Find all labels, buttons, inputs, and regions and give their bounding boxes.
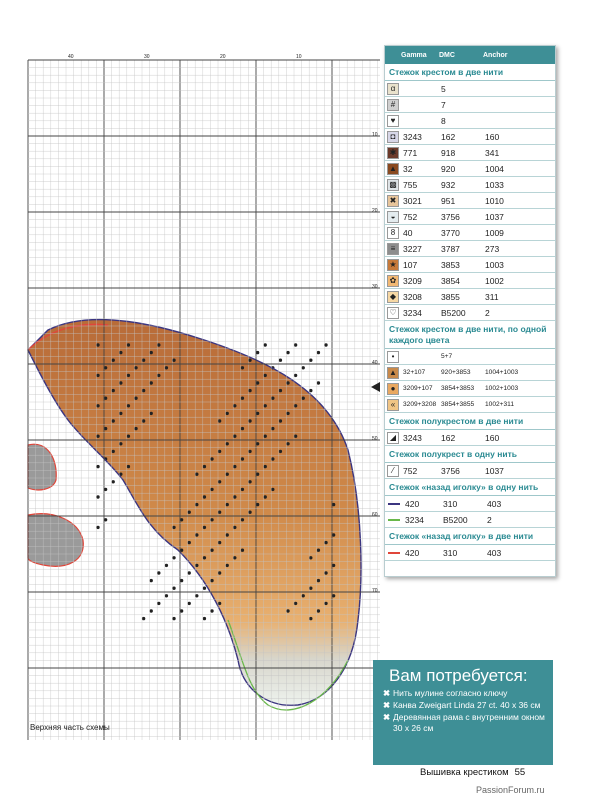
stitch-symbol <box>309 617 312 620</box>
legend-row <box>385 397 555 413</box>
stitch-symbol <box>203 465 206 468</box>
stitch-symbol <box>142 389 145 392</box>
stitch-symbol <box>172 617 175 620</box>
stitch-symbol <box>210 488 213 491</box>
stitch-symbol <box>294 435 297 438</box>
legend-gamma: 420 <box>405 498 420 509</box>
legend-dmc: 7 <box>441 99 446 110</box>
stitch-symbol <box>248 389 251 392</box>
stitch-symbol <box>218 541 221 544</box>
right-axis-label: 50 <box>372 436 378 442</box>
thread-symbol-icon: ✱ <box>387 147 399 159</box>
stitch-symbol <box>264 465 267 468</box>
legend-row <box>385 496 555 512</box>
stitch-symbol <box>324 571 327 574</box>
stitch-symbol <box>271 397 274 400</box>
stitch-symbol <box>188 602 191 605</box>
center-marker-arrow-icon <box>371 382 380 392</box>
stitch-symbol <box>203 587 206 590</box>
legend-gamma: 32+107 <box>403 369 426 376</box>
legend-dmc: 3853 <box>441 259 460 270</box>
stitch-symbol <box>241 427 244 430</box>
stitch-symbol <box>142 617 145 620</box>
stitch-symbol <box>203 556 206 559</box>
stitch-symbol <box>134 397 137 400</box>
legend-anchor: 1002+1003 <box>485 385 519 392</box>
legend-dmc: B5200 <box>441 307 466 318</box>
rows-cross-two-threads <box>385 81 555 321</box>
stitch-symbol <box>165 564 168 567</box>
materials-title: Вам потребуется: <box>389 666 528 685</box>
legend-gamma: 3209 <box>403 275 422 286</box>
backstitch-line-icon <box>387 547 401 559</box>
stitch-symbol <box>241 366 244 369</box>
legend-anchor: 403 <box>487 547 502 558</box>
stitch-symbol <box>203 526 206 529</box>
stitch-symbol <box>112 359 115 362</box>
stitch-symbol <box>142 419 145 422</box>
stitch-symbol <box>294 374 297 377</box>
thread-symbol-icon: ◘ <box>387 131 399 143</box>
stitch-symbol <box>271 427 274 430</box>
legend-anchor: 2 <box>485 307 490 318</box>
materials-item: ✖ Нить мулине согласно ключу <box>383 688 508 698</box>
right-axis-label: 40 <box>372 360 378 366</box>
legend-row <box>385 545 555 561</box>
section-backstitch-one: Стежок «назад иголку» в одну нить <box>385 479 555 496</box>
stitch-symbol <box>302 594 305 597</box>
right-axis-label: 10 <box>372 132 378 138</box>
legend-dmc: 162 <box>441 432 456 443</box>
stitch-symbol <box>127 404 130 407</box>
legend-header <box>385 46 555 64</box>
stitch-symbol <box>279 389 282 392</box>
legend-row <box>385 241 555 257</box>
stitch-symbol <box>119 381 122 384</box>
stitch-symbol <box>218 571 221 574</box>
stitch-symbol <box>112 450 115 453</box>
stitch-symbol <box>279 359 282 362</box>
legend-anchor: 1037 <box>485 211 504 222</box>
right-axis-label: 20 <box>372 208 378 214</box>
legend-dmc: 3854+3855 <box>441 401 475 408</box>
legend-dmc: B5200 <box>443 514 468 525</box>
stitch-symbol <box>324 541 327 544</box>
legend-gamma: 3234 <box>403 307 422 318</box>
stitch-symbol <box>188 511 191 514</box>
stitch-symbol <box>157 602 160 605</box>
header-anchor: Anchor <box>483 51 508 59</box>
thread-symbol-icon: ≡ <box>387 243 399 255</box>
legend-dmc: 3787 <box>441 243 460 254</box>
stitch-symbol <box>309 556 312 559</box>
stitch-symbol <box>241 549 244 552</box>
section-half-cross-two: Стежок полукрестом в две нити <box>385 413 555 430</box>
legend-row <box>385 177 555 193</box>
legend-anchor: 1010 <box>485 195 504 206</box>
chart-caption: Верхняя часть схемы <box>30 723 110 732</box>
legend-anchor: 341 <box>485 147 500 158</box>
stitch-symbol <box>127 374 130 377</box>
thread-symbol-icon: • <box>387 351 399 363</box>
legend-anchor: 273 <box>485 243 500 254</box>
stitch-symbol <box>264 404 267 407</box>
legend-gamma: 3234 <box>405 514 424 525</box>
legend-anchor: 1002 <box>485 275 504 286</box>
legend-anchor: 1003 <box>485 259 504 270</box>
legend-gamma: 420 <box>405 547 420 558</box>
stitch-symbol <box>294 602 297 605</box>
rows-backstitch-two <box>385 545 555 561</box>
legend-dmc: 3756 <box>441 465 460 476</box>
stitch-symbol <box>286 609 289 612</box>
stitch-symbol <box>188 571 191 574</box>
stitch-symbol <box>150 351 153 354</box>
thread-symbol-icon: ✖ <box>387 195 399 207</box>
stitch-symbol <box>96 374 99 377</box>
legend-gamma: 3208 <box>403 291 422 302</box>
section-half-cross-one: Стежок полукрест в одну нить <box>385 446 555 463</box>
stitch-symbol <box>264 343 267 346</box>
legend-gamma: 40 <box>403 227 413 238</box>
stitch-symbol <box>317 381 320 384</box>
legend-gamma: 771 <box>403 147 418 158</box>
stitch-symbol <box>134 427 137 430</box>
stitch-symbol <box>134 366 137 369</box>
legend-dmc: 8 <box>441 115 446 126</box>
legend-gamma: 755 <box>403 179 418 190</box>
legend-row <box>385 430 555 446</box>
stitch-symbol <box>279 450 282 453</box>
stitch-symbol <box>150 381 153 384</box>
legend-gamma: 3227 <box>403 243 422 254</box>
legend-dmc: 162 <box>441 131 456 142</box>
stitch-symbol <box>233 526 236 529</box>
section-cross-two-threads: Стежок крестом в две нити <box>385 64 555 81</box>
stitch-symbol <box>294 404 297 407</box>
stitch-symbol <box>324 602 327 605</box>
legend-row <box>385 349 555 365</box>
stitch-symbol <box>119 351 122 354</box>
stitch-symbol <box>317 549 320 552</box>
legend-dmc: 932 <box>441 179 456 190</box>
thread-symbol-icon: α <box>387 83 399 95</box>
stitch-symbol <box>324 343 327 346</box>
stitch-symbol <box>233 556 236 559</box>
backstitch-line-icon <box>387 514 401 526</box>
stitch-symbol <box>233 495 236 498</box>
rows-half-cross-two <box>385 430 555 446</box>
top-axis-label: 10 <box>296 54 302 60</box>
color-key-legend <box>384 45 556 577</box>
legend-dmc: 310 <box>443 547 458 558</box>
stitch-symbol <box>309 587 312 590</box>
rows-backstitch-one <box>385 496 555 528</box>
stitch-symbol <box>248 450 251 453</box>
legend-gamma: 3209+107 <box>403 385 433 392</box>
thread-symbol-icon: ● <box>387 383 399 395</box>
cross-bullet-icon: ✖ <box>383 688 391 698</box>
legend-gamma: 32 <box>403 163 413 174</box>
stitch-symbol <box>218 450 221 453</box>
stitch-symbol <box>226 564 229 567</box>
legend-gamma: 752 <box>403 211 418 222</box>
stitch-symbol <box>248 511 251 514</box>
stitch-symbol <box>279 419 282 422</box>
stitch-symbol <box>218 419 221 422</box>
stitch-symbol <box>233 435 236 438</box>
cross-bullet-icon: ✖ <box>383 700 391 710</box>
stitch-symbol <box>165 366 168 369</box>
stitch-symbol <box>233 465 236 468</box>
stitch-symbol <box>188 541 191 544</box>
stitch-symbol <box>241 457 244 460</box>
stitch-symbol <box>195 473 198 476</box>
stitch-symbol <box>142 359 145 362</box>
legend-anchor: 1033 <box>485 179 504 190</box>
stitch-symbol <box>119 442 122 445</box>
top-axis-label: 20 <box>220 54 226 60</box>
stitch-symbol <box>286 381 289 384</box>
stitch-symbol <box>271 488 274 491</box>
stitch-symbol <box>195 564 198 567</box>
stitch-symbol <box>157 571 160 574</box>
stitch-symbol <box>248 419 251 422</box>
stitch-symbol <box>241 488 244 491</box>
legend-dmc: 5+7 <box>441 353 453 360</box>
top-axis-label: 30 <box>144 54 150 60</box>
legend-gamma: 3243 <box>403 432 422 443</box>
legend-dmc: 3854+3853 <box>441 385 475 392</box>
page-number: 55 <box>514 767 526 778</box>
stitch-symbol <box>96 343 99 346</box>
stitch-symbol <box>210 457 213 460</box>
thread-symbol-icon: 8 <box>387 227 399 239</box>
stitch-symbol <box>210 518 213 521</box>
legend-row <box>385 193 555 209</box>
stitch-symbol <box>309 389 312 392</box>
legend-anchor: 1004+1003 <box>485 369 519 376</box>
stitch-symbol <box>210 579 213 582</box>
stitch-symbol <box>317 609 320 612</box>
stitch-symbol <box>96 404 99 407</box>
stitch-symbol <box>317 579 320 582</box>
stitch-symbol <box>264 495 267 498</box>
legend-gamma: 3021 <box>403 195 422 206</box>
stitch-symbol <box>195 503 198 506</box>
stitch-symbol <box>150 412 153 415</box>
legend-gamma: 752 <box>403 465 418 476</box>
legend-row <box>385 209 555 225</box>
stitch-symbol <box>226 412 229 415</box>
legend-anchor: 160 <box>485 131 500 142</box>
legend-gamma: 3209+3208 <box>403 401 437 408</box>
thread-symbol-icon: ◆ <box>387 291 399 303</box>
thread-symbol-icon: ♥ <box>387 115 399 127</box>
thread-symbol-icon: ▲ <box>387 163 399 175</box>
stitch-symbol <box>210 609 213 612</box>
stitch-symbol <box>286 412 289 415</box>
thread-symbol-icon: ♡ <box>387 307 399 319</box>
legend-anchor: 1009 <box>485 227 504 238</box>
stitch-symbol <box>271 457 274 460</box>
stitch-symbol <box>172 526 175 529</box>
legend-row <box>385 512 555 528</box>
legend-row <box>385 305 555 321</box>
materials-box <box>373 660 553 765</box>
stitch-symbol <box>264 435 267 438</box>
stitch-symbol <box>218 480 221 483</box>
legend-row <box>385 273 555 289</box>
legend-anchor: 1037 <box>485 465 504 476</box>
stitch-symbol <box>286 351 289 354</box>
stitch-symbol <box>210 549 213 552</box>
header-gamma: Gamma <box>401 51 427 59</box>
legend-anchor: 160 <box>485 432 500 443</box>
stitch-symbol <box>195 594 198 597</box>
thread-symbol-icon: ▲ <box>387 367 399 379</box>
stitch-symbol <box>150 579 153 582</box>
stitch-symbol <box>226 503 229 506</box>
legend-gamma: 3243 <box>403 131 422 142</box>
thread-symbol-icon: # <box>387 99 399 111</box>
cross-bullet-icon: ✖ <box>383 712 391 722</box>
stitch-symbol <box>302 366 305 369</box>
stitch-symbol <box>248 480 251 483</box>
stitch-symbol <box>226 473 229 476</box>
stitch-symbol <box>264 374 267 377</box>
header-dmc: DMC <box>439 51 455 59</box>
stitch-symbol <box>127 435 130 438</box>
legend-anchor: 1002+311 <box>485 401 515 408</box>
stitch-symbol <box>226 533 229 536</box>
legend-row <box>385 463 555 479</box>
magazine-section-title: Вышивка крестиком <box>420 767 509 778</box>
right-axis-label: 60 <box>372 512 378 518</box>
top-axis-label: 40 <box>68 54 74 60</box>
stitch-symbol <box>248 359 251 362</box>
legend-dmc: 920 <box>441 163 456 174</box>
stitch-symbol <box>233 404 236 407</box>
rows-half-cross-one <box>385 463 555 479</box>
stitch-symbol <box>172 587 175 590</box>
legend-dmc: 3855 <box>441 291 460 302</box>
legend-dmc: 3756 <box>441 211 460 222</box>
watermark: PassionForum.ru <box>476 785 545 795</box>
stitch-symbol <box>241 397 244 400</box>
stitch-symbol <box>127 343 130 346</box>
stitch-symbol <box>203 495 206 498</box>
thread-symbol-icon: ▩ <box>387 179 399 191</box>
legend-row <box>385 113 555 129</box>
thread-symbol-icon: ◢ <box>387 432 399 444</box>
stitch-symbol <box>165 594 168 597</box>
section-cross-mixed: Стежок крестом в две нити, по одной каждого цвета <box>385 321 555 349</box>
legend-row <box>385 365 555 381</box>
legend-row <box>385 161 555 177</box>
stitch-symbol <box>226 442 229 445</box>
stitch-symbol <box>302 397 305 400</box>
legend-anchor: 403 <box>487 498 502 509</box>
legend-dmc: 5 <box>441 83 446 94</box>
materials-list <box>373 688 553 734</box>
stitch-symbol <box>286 442 289 445</box>
stitch-symbol <box>241 518 244 521</box>
stitch-symbol <box>112 480 115 483</box>
right-axis-label: 70 <box>372 588 378 594</box>
thread-symbol-icon: ★ <box>387 259 399 271</box>
thread-symbol-icon: ✿ <box>387 275 399 287</box>
stitch-symbol <box>172 556 175 559</box>
stitch-symbol <box>150 609 153 612</box>
stitch-symbol <box>195 533 198 536</box>
backstitch-line-icon <box>387 498 401 510</box>
section-backstitch-two: Стежок «назад иголку» в две нити <box>385 528 555 545</box>
page-footer <box>420 767 525 778</box>
legend-dmc: 918 <box>441 147 456 158</box>
stitch-symbol <box>96 526 99 529</box>
legend-row <box>385 81 555 97</box>
stitch-symbol <box>203 617 206 620</box>
rows-cross-mixed <box>385 349 555 413</box>
thread-symbol-icon: ◒ <box>387 211 399 223</box>
legend-row <box>385 97 555 113</box>
stitch-symbol <box>157 374 160 377</box>
chart-grid <box>28 54 380 740</box>
stitch-symbol <box>112 419 115 422</box>
legend-row <box>385 289 555 305</box>
thread-symbol-icon: ⁄ <box>387 465 399 477</box>
materials-item: ✖ Деревянная рама с внутренним окном 30 х 26 см <box>383 712 545 733</box>
legend-dmc: 3854 <box>441 275 460 286</box>
legend-dmc: 920+3853 <box>441 369 471 376</box>
stitch-symbol <box>127 465 130 468</box>
legend-gamma: 107 <box>403 259 418 270</box>
legend-row <box>385 225 555 241</box>
legend-dmc: 3770 <box>441 227 460 238</box>
stitch-symbol <box>96 435 99 438</box>
stitch-symbol <box>317 351 320 354</box>
stitch-symbol <box>119 412 122 415</box>
legend-row <box>385 145 555 161</box>
materials-item: ✖ Канва Zweigart Linda 27 ct. 40 х 36 см <box>383 700 541 710</box>
legend-anchor: 311 <box>485 291 499 302</box>
legend-row <box>385 129 555 145</box>
legend-dmc: 310 <box>443 498 458 509</box>
legend-row <box>385 381 555 397</box>
stitch-symbol <box>172 359 175 362</box>
legend-anchor: 2 <box>487 514 492 525</box>
legend-dmc: 951 <box>441 195 456 206</box>
stitch-symbol <box>218 602 221 605</box>
thread-symbol-icon: « <box>387 399 399 411</box>
stitch-symbol <box>218 511 221 514</box>
legend-row <box>385 257 555 273</box>
stitch-symbol <box>294 343 297 346</box>
stitch-symbol <box>157 343 160 346</box>
legend-anchor: 1004 <box>485 163 504 174</box>
right-axis-label: 30 <box>372 284 378 290</box>
stitch-symbol <box>112 389 115 392</box>
stitch-symbol <box>309 359 312 362</box>
cross-stitch-chart <box>28 54 380 740</box>
stitch-symbol <box>96 465 99 468</box>
stitch-symbol <box>96 495 99 498</box>
